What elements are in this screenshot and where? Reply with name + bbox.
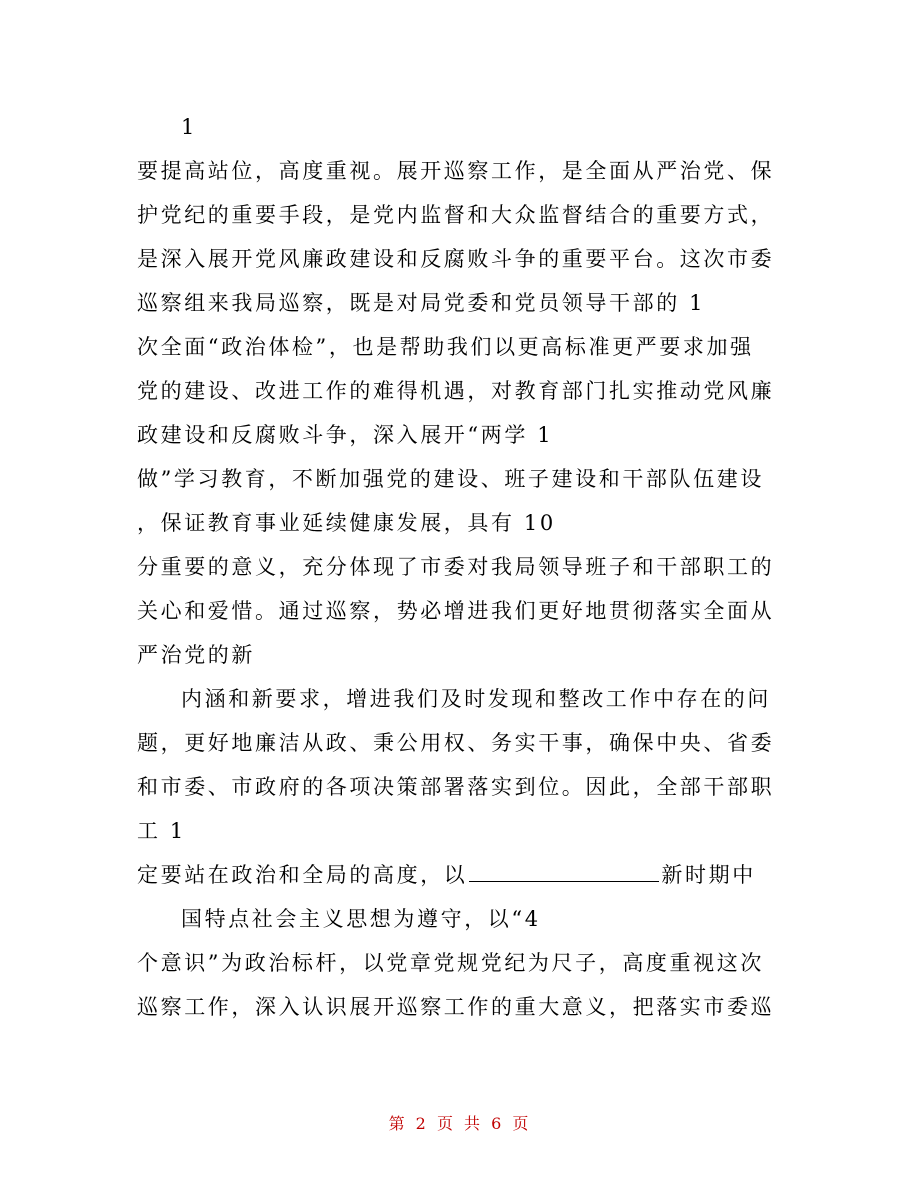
text-line-with-blank bbox=[137, 863, 756, 887]
text-line: 国特点社会主义思想为遵守，以“4 bbox=[181, 907, 541, 931]
text-line: 次全面“政治体检”，也是帮助我们以更高标准更严要求加强 bbox=[137, 335, 754, 359]
fill-in-blank bbox=[469, 863, 659, 882]
text-line: 做”学习教育，不断加强党的建设、班子建设和干部队伍建设 bbox=[137, 467, 764, 491]
text-line: 要提高站位，高度重视。展开巡察工作，是全面从严治党、保 bbox=[137, 159, 775, 183]
text-line: 内涵和新要求，增进我们及时发现和整改工作中存在的问 bbox=[181, 687, 771, 711]
text-line: 巡察工作，深入认识展开巡察工作的重大意义，把落实市委巡 bbox=[137, 995, 775, 1019]
text-line: 关心和爱惜。通过巡察，势必增进我们更好地贯彻落实全面从 bbox=[137, 599, 775, 623]
text-line: 护党纪的重要手段，是党内监督和大众监督结合的重要方式， bbox=[137, 203, 775, 227]
blank-line-before-text: 定要站在政治和全局的高度，以 bbox=[137, 863, 468, 887]
text-line: 个意识”为政治标杆，以党章党规党纪为尺子，高度重视这次 bbox=[137, 951, 764, 975]
text-line: 严治党的新 bbox=[137, 643, 255, 667]
text-line: 分重要的意义，充分体现了市委对我局领导班子和干部职工的 bbox=[137, 555, 775, 579]
blank-line-after-text: 新时期中 bbox=[661, 863, 756, 887]
text-line: 和市委、市政府的各项决策部署落实到位。因此，全部干部职 bbox=[137, 775, 775, 799]
text-line: 巡察组来我局巡察，既是对局党委和党员领导干部的 1 bbox=[137, 291, 706, 315]
page-footer: 第 2 页 共 6 页 bbox=[388, 1114, 532, 1133]
text-line: 是深入展开党风廉政建设和反腐败斗争的重要平台。这次市委 bbox=[137, 247, 775, 271]
page-marker: 1 bbox=[181, 115, 197, 139]
text-line: 题，更好地廉洁从政、秉公用权、务实干事，确保中央、省委 bbox=[137, 731, 775, 755]
text-line: ，保证教育事业延续健康发展，具有 10 bbox=[137, 511, 556, 535]
text-line: 工 1 bbox=[137, 819, 186, 843]
text-line: 党的建设、改进工作的难得机遇，对教育部门扎实推动党风廉 bbox=[137, 379, 775, 403]
text-line: 政建设和反腐败斗争，深入展开“两学 1 bbox=[137, 423, 554, 447]
